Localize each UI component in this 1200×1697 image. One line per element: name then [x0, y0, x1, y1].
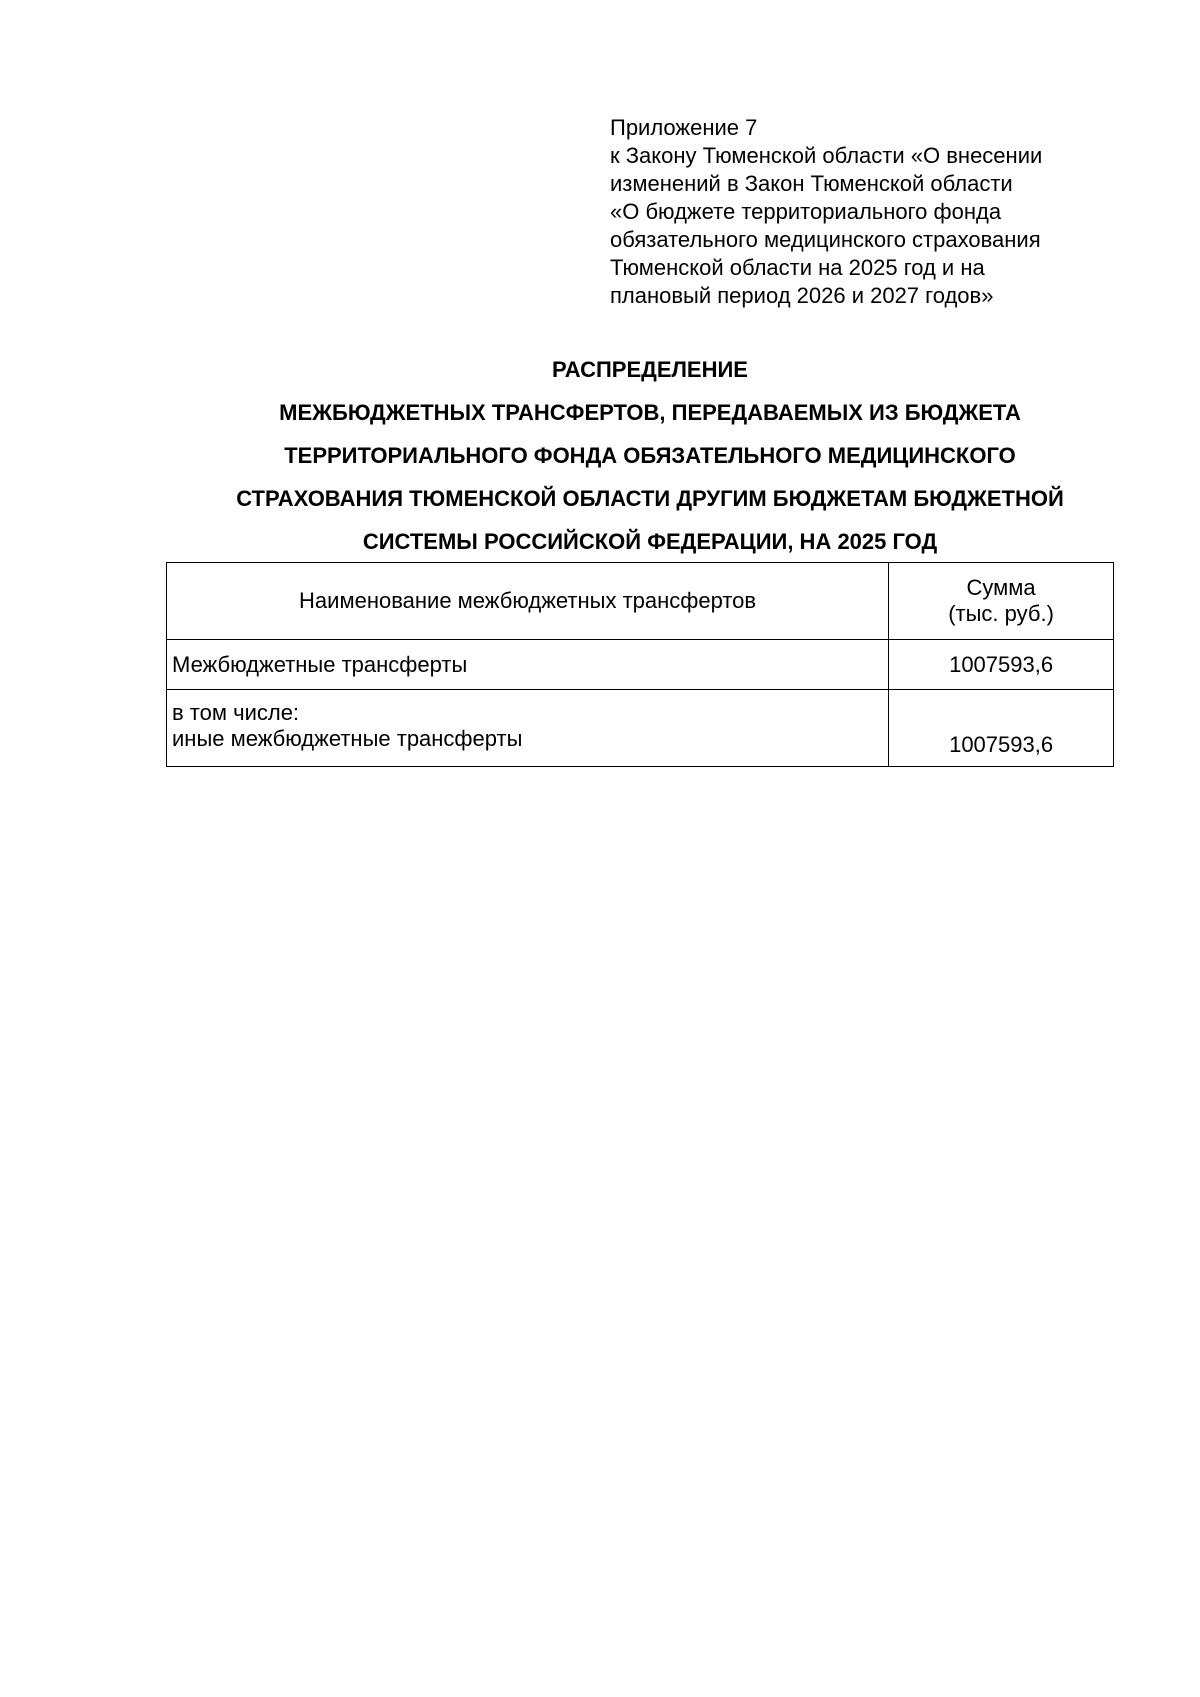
- row-prefix: в том числе:: [172, 700, 300, 725]
- annex-line: «О бюджете территориального фонда: [610, 199, 1002, 224]
- annex-line: Приложение 7: [610, 115, 758, 140]
- annex-line: к Закону Тюменской области «О внесении: [610, 143, 1043, 168]
- row-value-cell: [889, 690, 1114, 767]
- row-value: 1007593,6: [949, 732, 1054, 757]
- row-name: Межбюджетные трансферты: [172, 651, 468, 677]
- annex-line: плановый период 2026 и 2027 годов»: [610, 283, 994, 308]
- title-line: СТРАХОВАНИЯ ТЮМЕНСКОЙ ОБЛАСТИ ДРУГИМ БЮДЖЕТАМ БЮДЖЕТНОЙ: [236, 486, 1064, 511]
- title-line: СИСТЕМЫ РОССИЙСКОЙ ФЕДЕРАЦИИ, НА 2025 ГОД: [362, 529, 938, 554]
- annex-line: изменений в Закон Тюменской области: [610, 171, 1013, 196]
- title-line: РАСПРЕДЕЛЕНИЕ: [552, 357, 748, 382]
- header-sum-cell: [889, 563, 1114, 640]
- table-row: [167, 640, 1114, 690]
- header-sum-label: Сумма: [966, 575, 1036, 600]
- title-line: ТЕРРИТОРИАЛЬНОГО ФОНДА ОБЯЗАТЕЛЬНОГО МЕДИЦИНСКОГО: [284, 443, 1016, 468]
- annex-block: [610, 114, 1130, 310]
- row-name-cell: [167, 690, 889, 767]
- transfers-table: [166, 562, 1114, 767]
- table-header-row: [167, 563, 1114, 640]
- annex-line: Тюменской области на 2025 год и на: [610, 255, 985, 280]
- document-title: [150, 348, 1150, 563]
- header-name-label: Наименование межбюджетных трансфертов: [299, 588, 757, 613]
- row-value-cell: [889, 640, 1114, 690]
- row-name-cell: [167, 640, 889, 690]
- table-row: [167, 690, 1114, 767]
- header-sum-unit: (тыс. руб.): [948, 601, 1054, 626]
- row-value: 1007593,6: [949, 651, 1054, 677]
- title-line: МЕЖБЮДЖЕТНЫХ ТРАНСФЕРТОВ, ПЕРЕДАВАЕМЫХ ИЗ БЮДЖЕТА: [279, 400, 1021, 425]
- annex-line: обязательного медицинского страхования: [610, 227, 1041, 252]
- row-name: иные межбюджетные трансферты: [172, 726, 523, 751]
- header-name-cell: [167, 563, 889, 640]
